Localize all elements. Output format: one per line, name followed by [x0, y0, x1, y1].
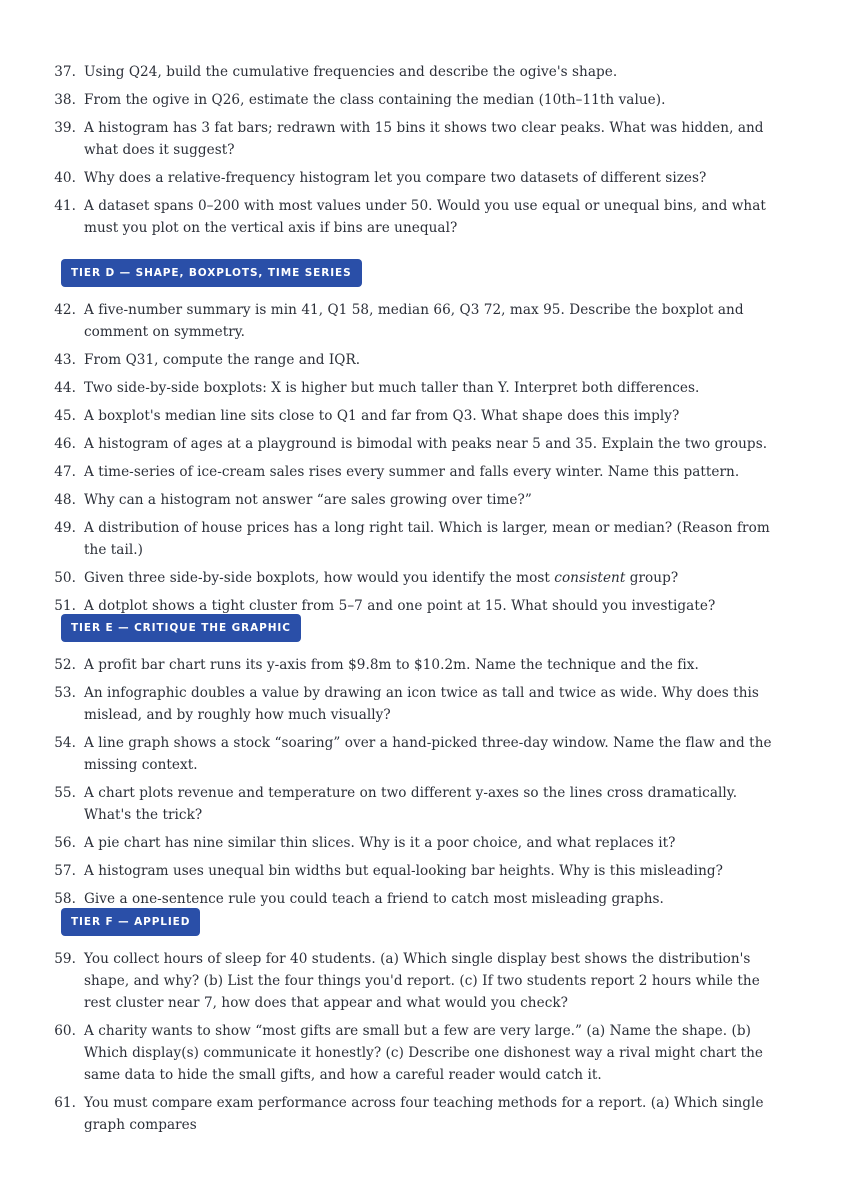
- question-number: 56.: [54, 835, 76, 851]
- question-text: A histogram has 3 fat bars; redrawn with 15 bins it shows two clear peaks. What was hidden, and what does it suggest?: [84, 120, 764, 158]
- question-text: Why can a histogram not answer “are sales growing over time?”: [84, 492, 532, 508]
- question-text: From Q31, compute the range and IQR.: [84, 352, 361, 368]
- question-text: A charity wants to show “most gifts are small but a few are very large.” (a) Name the shape. (b) Which display(s) communicate it honestly? (c) Describe one dishonest way a rival might chart the same data to hide the small gifts, and how a careful reader would catch it.: [84, 1023, 764, 1083]
- question-text: A distribution of house prices has a long right tail. Which is larger, mean or median? (Reason from the tail.): [84, 520, 770, 558]
- question-text: A pie chart has nine similar thin slices. Why is it a poor choice, and what replaces it?: [84, 835, 676, 851]
- question-text: A histogram uses unequal bin widths but equal-looking bar heights. Why is this misleading?: [84, 863, 723, 879]
- question-number: 43.: [54, 352, 76, 368]
- question-item: [0, 517, 848, 561]
- question-number: 39.: [54, 120, 76, 136]
- question-text: Why does a relative-frequency histogram let you compare two datasets of different sizes?: [84, 170, 707, 186]
- question-number: 61.: [54, 1095, 76, 1111]
- question-item: [0, 888, 848, 910]
- question-list-tier-e: [0, 654, 848, 916]
- question-item: [0, 61, 848, 83]
- tier-f-heading: TIER F — APPLIED: [61, 908, 200, 936]
- question-item: [0, 195, 848, 239]
- question-text: A dotplot shows a tight cluster from 5–7 and one point at 15. What should you investigate?: [84, 598, 716, 614]
- question-item: [0, 433, 848, 455]
- question-item: [0, 461, 848, 483]
- question-number: 48.: [54, 492, 76, 508]
- question-text: A boxplot's median line sits close to Q1 and far from Q3. What shape does this imply?: [84, 408, 680, 424]
- question-item: [0, 948, 848, 1014]
- question-number: 46.: [54, 436, 76, 452]
- tier-d-heading: TIER D — SHAPE, BOXPLOTS, TIME SERIES: [61, 259, 362, 287]
- question-number: 49.: [54, 520, 76, 536]
- question-number: 54.: [54, 735, 76, 751]
- question-item: [0, 89, 848, 111]
- question-text: Given three side-by-side boxplots, how would you identify the most consistent group?: [84, 570, 679, 586]
- question-number: 55.: [54, 785, 76, 801]
- question-number: 60.: [54, 1023, 76, 1039]
- question-number: 40.: [54, 170, 76, 186]
- question-item: [0, 682, 848, 726]
- question-text: Two side-by-side boxplots: X is higher but much taller than Y. Interpret both differences.: [84, 380, 700, 396]
- question-item: [0, 567, 848, 589]
- question-number: 58.: [54, 891, 76, 907]
- question-item: [0, 377, 848, 399]
- question-number: 59.: [54, 951, 76, 967]
- question-item: [0, 405, 848, 427]
- question-number: 44.: [54, 380, 76, 396]
- question-number: 45.: [54, 408, 76, 424]
- emphasis-consistent: consistent: [554, 570, 626, 586]
- question-number: 41.: [54, 198, 76, 214]
- question-text: A line graph shows a stock “soaring” over a hand-picked three-day window. Name the flaw and the missing context.: [84, 735, 772, 773]
- question-text: Using Q24, build the cumulative frequencies and describe the ogive's shape.: [84, 64, 618, 80]
- question-item: [0, 117, 848, 161]
- question-text: A five-number summary is min 41, Q1 58, median 66, Q3 72, max 95. Describe the boxplot and comment on symmetry.: [84, 302, 744, 340]
- question-number: 52.: [54, 657, 76, 673]
- question-item: [0, 167, 848, 189]
- question-text: You collect hours of sleep for 40 students. (a) Which single display best shows the distribution's shape, and why? (b) List the four things you'd report. (c) If two students report 2 hours while the rest cluster near 7, how does that appear and what would you check?: [84, 951, 760, 1011]
- question-item: [0, 860, 848, 882]
- question-number: 37.: [54, 64, 76, 80]
- question-text: An infographic doubles a value by drawing an icon twice as tall and twice as wide. Why does this mislead, and by roughly how much visually?: [84, 685, 759, 723]
- tier-e-heading: TIER E — CRITIQUE THE GRAPHIC: [61, 614, 301, 642]
- question-text: A dataset spans 0–200 with most values under 50. Would you use equal or unequal bins, and what must you plot on the vertical axis if bins are unequal?: [84, 198, 766, 236]
- question-list-tier-d: [0, 299, 848, 623]
- question-item: [0, 654, 848, 676]
- question-number: 57.: [54, 863, 76, 879]
- question-text: From the ogive in Q26, estimate the class containing the median (10th–11th value).: [84, 92, 666, 108]
- question-number: 42.: [54, 302, 76, 318]
- question-text: A time-series of ice-cream sales rises every summer and falls every winter. Name this pattern.: [84, 464, 740, 480]
- question-text: A histogram of ages at a playground is bimodal with peaks near 5 and 35. Explain the two groups.: [84, 436, 768, 452]
- question-text: A chart plots revenue and temperature on two different y-axes so the lines cross dramatically. What's the trick?: [84, 785, 738, 823]
- question-item: [0, 299, 848, 343]
- question-number: 47.: [54, 464, 76, 480]
- question-number: 38.: [54, 92, 76, 108]
- question-text: Give a one-sentence rule you could teach a friend to catch most misleading graphs.: [84, 891, 664, 907]
- question-item: [0, 782, 848, 826]
- question-list-tier-f: [0, 948, 848, 1142]
- question-item: [0, 832, 848, 854]
- question-text: You must compare exam performance across four teaching methods for a report. (a) Which single graph compares: [84, 1095, 764, 1133]
- question-item: [0, 732, 848, 776]
- question-item: [0, 349, 848, 371]
- question-number: 53.: [54, 685, 76, 701]
- question-item: [0, 1092, 848, 1136]
- question-item: [0, 1020, 848, 1086]
- question-number: 50.: [54, 570, 76, 586]
- question-number: 51.: [54, 598, 76, 614]
- question-item: [0, 489, 848, 511]
- question-list-tier-c: [0, 61, 848, 245]
- question-text: A profit bar chart runs its y-axis from $9.8m to $10.2m. Name the technique and the fix.: [84, 657, 699, 673]
